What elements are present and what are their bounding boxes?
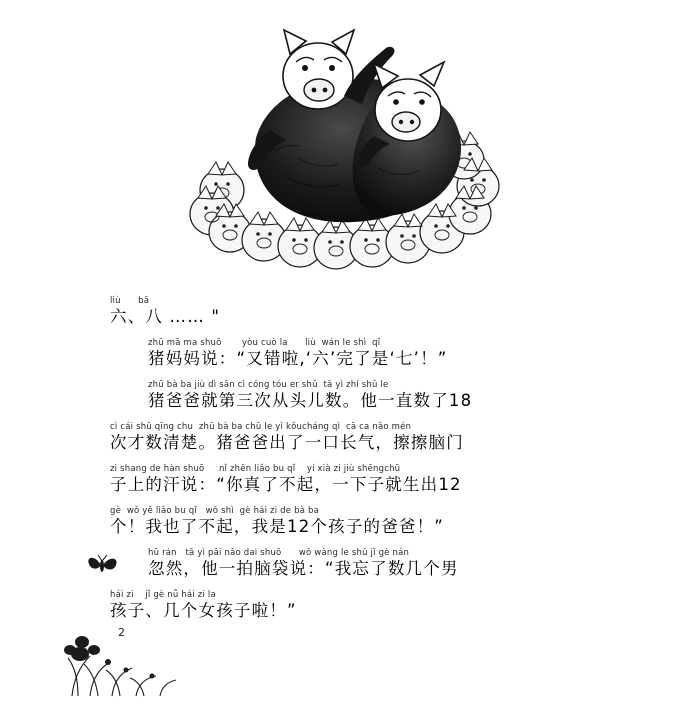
body-text xyxy=(110,296,630,632)
text-line xyxy=(110,548,630,579)
pinyin-row: gè wǒ yě liǎo bu qǐ wǒ shì gè hái zi de bà ba xyxy=(110,506,320,516)
hanzi-row: 孩子、几个女孩子啦！” xyxy=(110,601,297,620)
grass-decoration xyxy=(60,628,180,698)
text-line xyxy=(110,422,630,453)
pinyin-row: zhū mā ma shuō yòu cuò la liù wán le shì qī xyxy=(148,338,381,348)
text-line xyxy=(110,506,630,537)
hanzi-row: 六、八 …… " xyxy=(110,307,221,326)
text-line xyxy=(110,590,630,621)
pig-family-illustration xyxy=(178,18,528,278)
pinyin-row: cì cái shǔ qīng chu zhū bà ba chū le yì kǒucháng qì cā ca nǎo mén xyxy=(110,422,412,432)
pinyin-row: liù bā xyxy=(110,296,150,306)
papa-pig-head xyxy=(283,30,354,109)
pinyin-row: zhū bà ba jiù dì sān cì cóng tóu er shǔ tā yì zhí shǔ le xyxy=(148,380,389,390)
text-line xyxy=(110,338,630,369)
hanzi-row: 猪爸爸就第三次从头儿数。他一直数了18 xyxy=(148,391,473,410)
pinyin-row: hū rán tā yì pāi nǎo dai shuō wǒ wàng le shǔ jǐ gè nán xyxy=(148,548,410,558)
text-line xyxy=(110,296,630,327)
hanzi-row: 猪妈妈说：“又错啦,‘六’完了是‘七’！” xyxy=(148,349,448,368)
hanzi-row: 子上的汗说：“你真了不起，一下子就生出12 xyxy=(110,475,462,494)
hanzi-row: 忽然，他一拍脑袋说：“我忘了数几个男 xyxy=(148,559,459,578)
pinyin-row: hái zi jǐ gè nǚ hái zi la xyxy=(110,590,216,600)
pinyin-row: zi shang de hàn shuō nǐ zhēn liǎo bu qǐ yí xià zi jiù shēngchū xyxy=(110,464,401,474)
text-line xyxy=(110,380,630,411)
hanzi-row: 个！我也了不起，我是12个孩子的爸爸！” xyxy=(110,517,445,536)
page-number: 2 xyxy=(118,626,125,639)
hanzi-row: 次才数清楚。猪爸爸出了一口长气，擦擦脑门 xyxy=(110,433,464,452)
mama-pig-head xyxy=(374,62,444,141)
text-line xyxy=(110,464,630,495)
